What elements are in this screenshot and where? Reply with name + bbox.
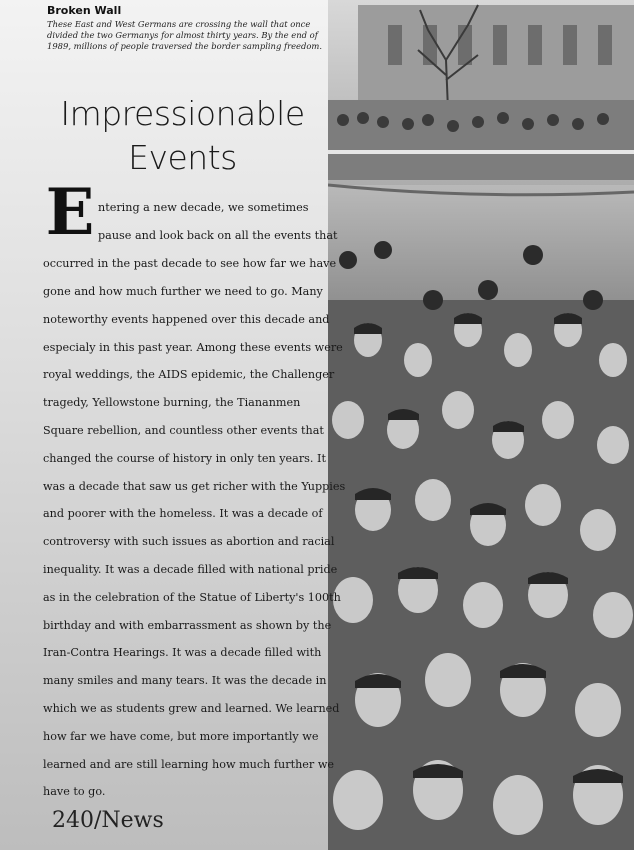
article-line: tragedy, Yellowstone burning, the Tiananmen xyxy=(43,396,301,409)
article-line: noteworthy events happened over this decade and xyxy=(43,313,330,326)
article-line: which we as students grew and learned. We learned xyxy=(43,702,340,715)
article-line: controversy with such issues as abortion and racial xyxy=(43,535,335,548)
headline-line-2: Events xyxy=(128,138,237,177)
article-line: learned and are still learning how much further we xyxy=(43,758,335,771)
article-line: birthday and with embarrassment as shown by the xyxy=(43,619,332,632)
article-line: and poorer with the homeless. It was a decade of xyxy=(43,507,323,520)
headline-line-1: Impressionable xyxy=(60,94,305,133)
photo-caption-text: These East and West Germans are crossing the wall that once divided the two Germanys for almost thirty years. By the end of 1989, millions of people traversed the border sampling freedom. xyxy=(47,19,323,51)
article-line: especialy in this past year. Among these events were xyxy=(43,341,343,354)
article-line: changed the course of history in only ten years. It xyxy=(43,452,326,465)
drop-cap: E xyxy=(45,175,95,250)
article-line: have to go. xyxy=(43,785,106,798)
crowd-photo xyxy=(328,0,634,850)
article-line: was a decade that saw us get richer with the Yuppies xyxy=(43,480,346,493)
article-line: as in the celebration of the Statue of Liberty's 100th xyxy=(43,591,341,604)
headline xyxy=(40,92,325,180)
article-line: Square rebellion, and countless other events that xyxy=(43,424,324,437)
article-line: inequality. It was a decade filled with national pride xyxy=(43,563,338,576)
article-line: occurred in the past decade to see how far we have xyxy=(43,257,337,270)
article-line: many smiles and many tears. It was the decade in xyxy=(43,674,327,687)
article-line: gone and how much further we need to go. Many xyxy=(43,285,323,298)
article-line: royal weddings, the AIDS epidemic, the Challenger xyxy=(43,368,335,381)
article-line: pause and look back on all the events that xyxy=(98,229,338,242)
article-line: how far we have come, but more importantly we xyxy=(43,730,319,743)
article-line: ntering a new decade, we sometimes xyxy=(98,201,309,214)
photo-caption-title: Broken Wall xyxy=(47,4,122,17)
page-folio: 240/News xyxy=(52,808,164,833)
crowd-photo-illustration xyxy=(328,0,634,850)
article-line: Iran-Contra Hearings. It was a decade filled with xyxy=(43,646,322,659)
